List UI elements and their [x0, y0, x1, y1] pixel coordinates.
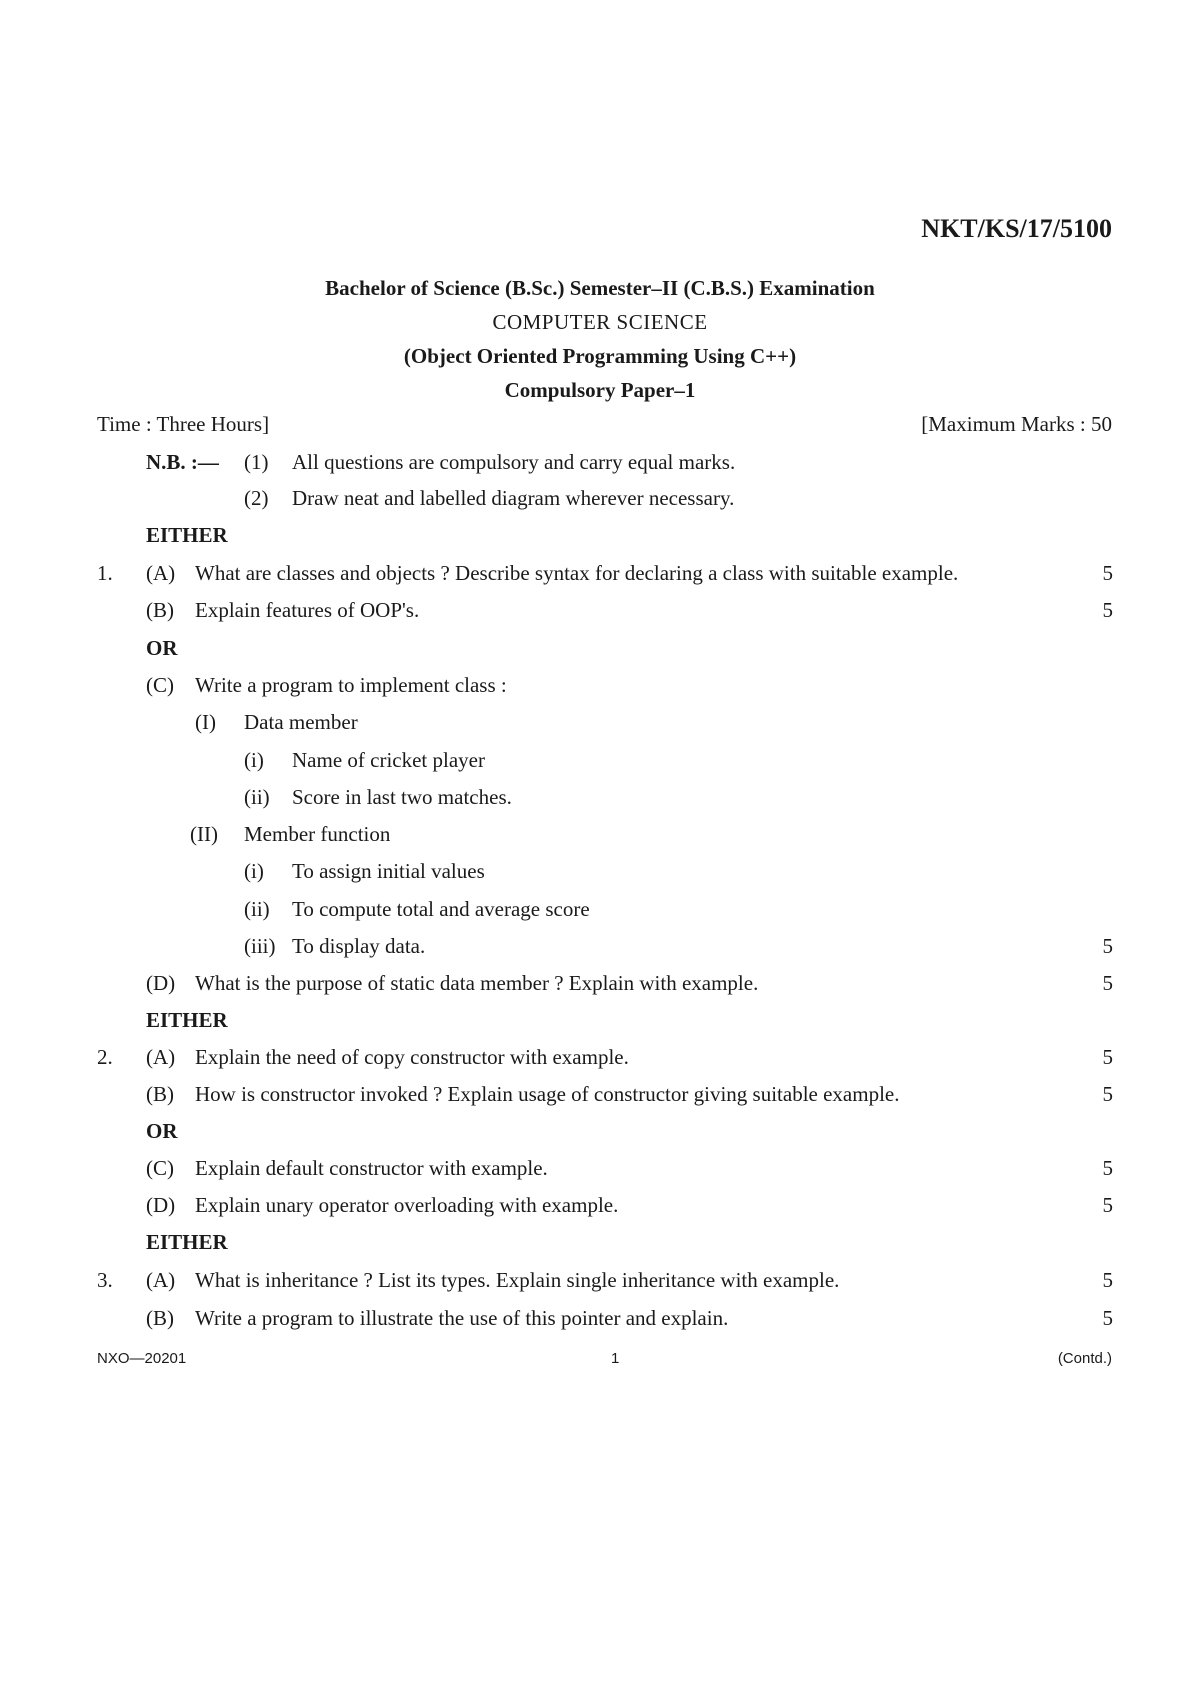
sub-question-label: (D) — [146, 1193, 176, 1217]
sub-question-label: (A) — [146, 561, 176, 585]
marks: 5 — [1102, 971, 1113, 995]
marks: 5 — [1102, 1082, 1113, 1106]
question-text: Write a program to implement class : — [195, 673, 507, 697]
max-marks-label: [Maximum Marks : 50 — [921, 412, 1112, 436]
question-text: Explain unary operator overloading with example. — [195, 1193, 619, 1217]
subject-title: COMPUTER SCIENCE — [492, 310, 708, 334]
marks: 5 — [1102, 1193, 1113, 1217]
question-text: What is the purpose of static data member ? Explain with example. — [195, 971, 759, 995]
item-label: (ii) — [244, 785, 270, 809]
sub-question-label: (C) — [146, 1156, 174, 1180]
item-text: To compute total and average score — [292, 897, 590, 921]
item-label: (I) — [195, 710, 216, 734]
sub-question-label: (B) — [146, 1082, 174, 1106]
paper-type: Compulsory Paper–1 — [504, 378, 696, 402]
item-label: (ii) — [244, 897, 270, 921]
sub-question-label: (B) — [146, 598, 174, 622]
either-label: EITHER — [146, 1230, 228, 1254]
marks: 5 — [1102, 1306, 1113, 1330]
time-label: Time : Three Hours] — [97, 412, 270, 436]
marks: 5 — [1102, 1045, 1113, 1069]
marks: 5 — [1102, 934, 1113, 958]
item-label: (i) — [244, 859, 264, 883]
question-text: What is inheritance ? List its types. Explain single inheritance with example. — [195, 1268, 840, 1292]
item-label: (i) — [244, 748, 264, 772]
item-label: (iii) — [244, 934, 276, 958]
question-text: Write a program to illustrate the use of this pointer and explain. — [195, 1306, 729, 1330]
nb-item-num: (2) — [244, 486, 269, 510]
footer-code: NXO—20201 — [97, 1350, 187, 1367]
nb-item-text: All questions are compulsory and carry equal marks. — [292, 450, 736, 474]
exam-title: Bachelor of Science (B.Sc.) Semester–II (C.B.S.) Examination — [325, 276, 875, 300]
nb-item-text: Draw neat and labelled diagram wherever necessary. — [292, 486, 735, 510]
marks: 5 — [1102, 598, 1113, 622]
nb-label: N.B. :— — [146, 450, 219, 474]
item-text: Member function — [244, 822, 391, 846]
marks: 5 — [1102, 1268, 1113, 1292]
marks: 5 — [1102, 1156, 1113, 1180]
nb-item-num: (1) — [244, 450, 269, 474]
question-text: What are classes and objects ? Describe syntax for declaring a class with suitable example. — [195, 561, 959, 585]
question-number: 3. — [97, 1268, 113, 1292]
item-text: To assign initial values — [292, 859, 485, 883]
either-label: EITHER — [146, 523, 228, 547]
question-text: Explain the need of copy constructor with example. — [195, 1045, 629, 1069]
item-text: To display data. — [292, 934, 426, 958]
paper-code: NKT/KS/17/5100 — [921, 214, 1112, 243]
sub-question-label: (A) — [146, 1268, 176, 1292]
or-label: OR — [146, 1119, 178, 1143]
sub-question-label: (B) — [146, 1306, 174, 1330]
item-text: Score in last two matches. — [292, 785, 512, 809]
question-text: How is constructor invoked ? Explain usage of constructor giving suitable example. — [195, 1082, 900, 1106]
item-label: (II) — [190, 822, 218, 846]
question-number: 1. — [97, 561, 113, 585]
question-text: Explain features of OOP's. — [195, 598, 420, 622]
item-text: Data member — [244, 710, 358, 734]
or-label: OR — [146, 636, 178, 660]
either-label: EITHER — [146, 1008, 228, 1032]
question-number: 2. — [97, 1045, 113, 1069]
marks: 5 — [1102, 561, 1113, 585]
item-text: Name of cricket player — [292, 748, 485, 772]
sub-question-label: (A) — [146, 1045, 176, 1069]
page-number: 1 — [611, 1350, 620, 1367]
paper-name: (Object Oriented Programming Using C++) — [403, 344, 797, 368]
continued-label: (Contd.) — [1057, 1350, 1112, 1367]
question-text: Explain default constructor with example. — [195, 1156, 548, 1180]
sub-question-label: (C) — [146, 673, 174, 697]
sub-question-label: (D) — [146, 971, 176, 995]
